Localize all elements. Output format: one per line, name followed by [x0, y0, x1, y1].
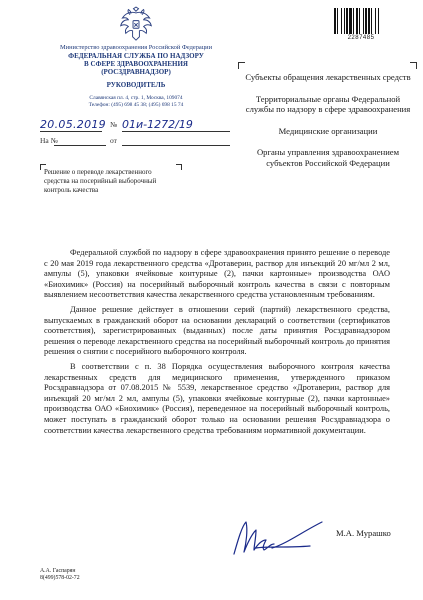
- barcode-bar: [375, 8, 376, 34]
- reference-number-label: На №: [40, 136, 58, 145]
- reference-date-underline: [122, 145, 230, 146]
- addressee-corner-left: [238, 62, 245, 69]
- registration-date: 20.05.2019: [40, 118, 106, 131]
- head-title: РУКОВОДИТЕЛЬ: [106, 81, 166, 90]
- body-paragraph: Данное решение действует в отношении серий (партий) лекарственного средства, выпускаемых в гражданский оборот на основании деклараций о соответствии (сертификатов соответствия), зарегистрированных (выданных) после даты принятия Росздравнадзором решения о переводе лекарственного средства на посерийный выборочный контроль до принятия решения о снятии с посерийного выборочного контроля.: [44, 304, 390, 357]
- barcode-bar: [341, 8, 342, 34]
- service-line: (РОСЗДРАВНАДЗОР): [101, 68, 171, 77]
- barcode: [333, 8, 389, 41]
- registration-number-label: №: [110, 120, 118, 129]
- service-line: В СФЕРЕ ЗДРАВООХРАНЕНИЯ: [84, 60, 188, 69]
- barcode-bar: [349, 8, 352, 34]
- addressee-corner-right: [410, 62, 417, 69]
- barcode-bar: [334, 8, 336, 34]
- ministry-name: Министерство здравоохранения Российской Федерации: [59, 44, 213, 51]
- letterhead: [38, 6, 234, 109]
- barcode-bar: [371, 8, 372, 34]
- address: [38, 95, 234, 109]
- addressee: Территориальные органы Федеральной службы по надзору в сфере здравоохранения: [245, 93, 411, 115]
- signer-name: М.А. Мурашко: [336, 528, 391, 538]
- date-underline: [40, 131, 102, 132]
- barcode-bar: [337, 8, 338, 34]
- barcode-bar: [346, 8, 348, 34]
- subject-corner-right: [176, 164, 182, 170]
- barcode-bar: [365, 8, 367, 34]
- subject: Решение о переводе лекарственного средства на посерийный выборочный контроль качества: [44, 168, 157, 195]
- number-underline: [122, 131, 230, 132]
- addressee: Субъекты обращения лекарственных средств: [245, 72, 411, 82]
- executor-info: [40, 568, 80, 583]
- body-paragraph: В соответствии с п. 38 Порядка осуществления выборочного контроля качества лекарственных средств для медицинского применения, утвержденного приказом Росздравнадзора от 07.08.2015 № 5539, лекарственное средство «Дротаверин, раствор для инъекций 20 мг/мл 2 мл, ампулы (5), упаковки ячейковые контурные (2), пачки картонные» производства ОАО «Биохимик» (Россия), переведенное на посерийный выборочный контроль, может поступать в гражданский оборот только на основании решения Росздравнадзора о соответствии качества лекарственного средства требованиям нормативной документации.: [44, 361, 390, 435]
- address-line: Славянская пл. 4, стр. 1, Москва, 109074: [89, 95, 183, 102]
- reference-from-label: от: [110, 136, 117, 145]
- double-headed-eagle-icon: [119, 6, 153, 42]
- letter-body: [44, 248, 390, 440]
- body-paragraph: Федеральной службой по надзору в сфере здравоохранения принято решение о переводе с 20 мая 2019 года лекарственного средства «Дротаверин, раствор для инъекций 20 мг/мл 2 мл, ампулы (5), упаковки ячейковые контурные (2), пачки картонные» производства ОАО «Биохимик» (Россия) на посерийный выборочный контроль качества в связи с повторным выявлением несоответствия качества лекарственного средства установленным требованиям.: [44, 248, 390, 300]
- service-line: ФЕДЕРАЛЬНАЯ СЛУЖБА ПО НАДЗОРУ: [68, 52, 204, 61]
- service-name: [38, 52, 234, 76]
- addressee: Медицинские организации: [278, 125, 378, 136]
- barcode-bar: [363, 8, 364, 34]
- barcode-bar: [368, 8, 370, 34]
- barcode-bar: [356, 8, 358, 34]
- handwritten-signature: [226, 518, 326, 558]
- barcode-bar: [378, 8, 379, 34]
- addressee: Органы управления здравоохранением субъектов Российской Федерации: [256, 147, 400, 168]
- executor-name: А.А. Гаспарян: [40, 568, 76, 574]
- barcode-bar: [359, 8, 360, 34]
- address-line: Телефон: (495) 698 45 38; (495) 698 15 74: [88, 102, 184, 109]
- registration-line: [40, 118, 236, 132]
- reference-line: [40, 136, 236, 148]
- barcode-number: 2287485: [347, 35, 375, 41]
- reference-number-underline: [54, 145, 106, 146]
- addressee-block: [244, 72, 412, 180]
- registration-number: 01и-1272/19: [122, 118, 193, 131]
- barcode-bar: [353, 8, 354, 34]
- barcode-icon: [333, 8, 389, 34]
- executor-phone: 8(499)578-02-72: [40, 575, 80, 582]
- barcode-bar: [344, 8, 345, 34]
